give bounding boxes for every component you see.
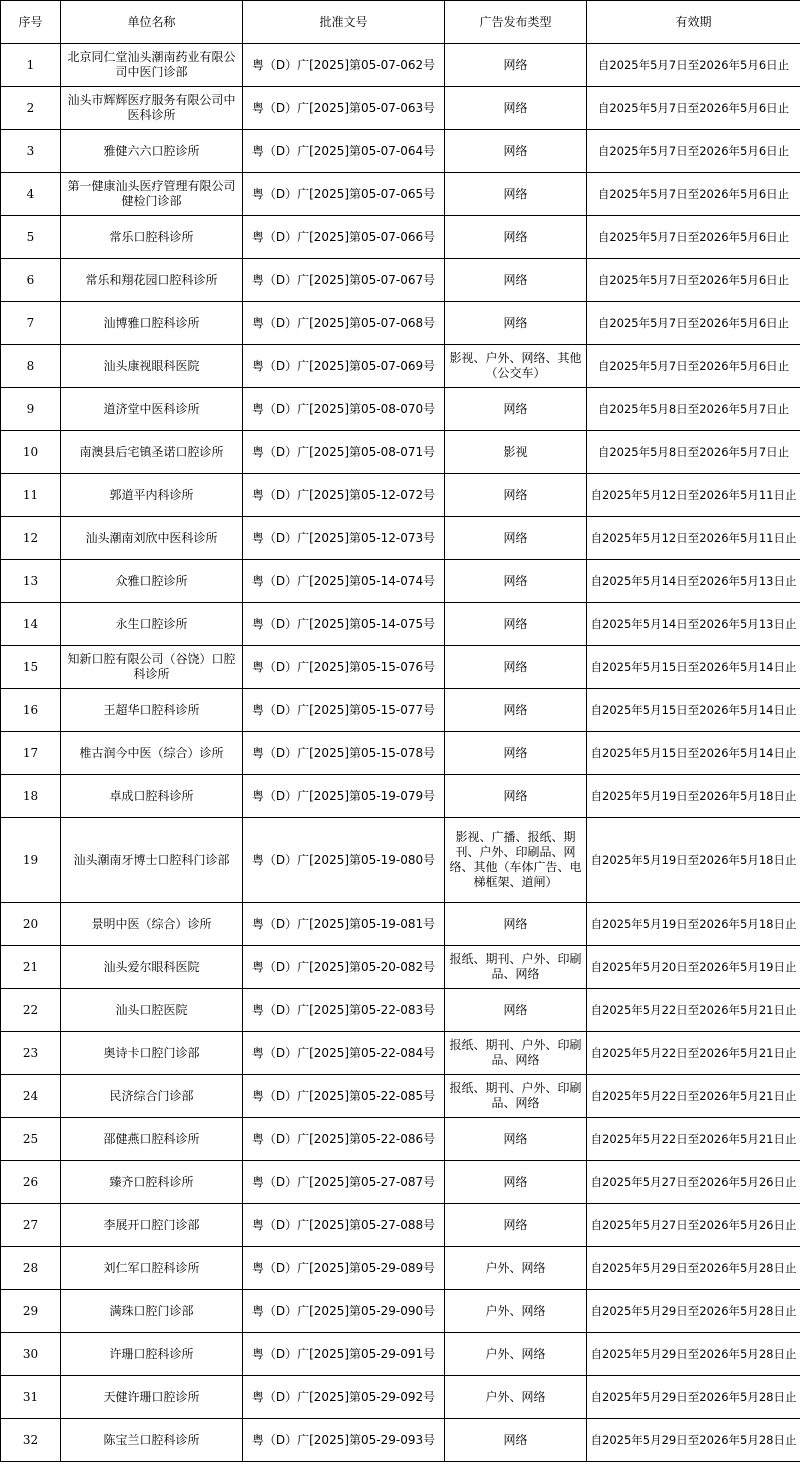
validity-period: 自2025年5月7日至2026年5月6日止: [587, 302, 800, 345]
table-row: [1, 1204, 800, 1247]
ad-type: 网络: [445, 1161, 587, 1204]
unit-name: 汕头口腔医院: [61, 989, 243, 1032]
ad-type: 网络: [445, 216, 587, 259]
approval-number: 粤（D）广[2025]第05-15-078号: [243, 732, 445, 775]
table-row: [1, 259, 800, 302]
validity-period: 自2025年5月22日至2026年5月21日止: [587, 1075, 800, 1118]
validity-period: 自2025年5月7日至2026年5月6日止: [587, 87, 800, 130]
validity-period: 自2025年5月29日至2026年5月28日止: [587, 1333, 800, 1376]
row-index: 22: [1, 989, 61, 1032]
approval-number: 粤（D）广[2025]第05-12-073号: [243, 517, 445, 560]
table-row: [1, 1118, 800, 1161]
approval-number: 粤（D）广[2025]第05-22-084号: [243, 1032, 445, 1075]
validity-period: 自2025年5月27日至2026年5月26日止: [587, 1204, 800, 1247]
row-index: 17: [1, 732, 61, 775]
ad-type: 网络: [445, 1419, 587, 1462]
unit-name: 南澳县后宅镇圣诺口腔诊所: [61, 431, 243, 474]
ad-type: 网络: [445, 732, 587, 775]
table-row: [1, 1247, 800, 1290]
row-index: 12: [1, 517, 61, 560]
table-row: [1, 1161, 800, 1204]
unit-name: 刘仁军口腔科诊所: [61, 1247, 243, 1290]
table-row: [1, 818, 800, 903]
validity-period: 自2025年5月7日至2026年5月6日止: [587, 216, 800, 259]
row-index: 27: [1, 1204, 61, 1247]
validity-period: 自2025年5月22日至2026年5月21日止: [587, 1118, 800, 1161]
validity-period: 自2025年5月19日至2026年5月18日止: [587, 903, 800, 946]
validity-period: 自2025年5月15日至2026年5月14日止: [587, 732, 800, 775]
header-unit-name: 单位名称: [61, 1, 243, 44]
unit-name: 常乐口腔科诊所: [61, 216, 243, 259]
ad-type: 报纸、期刊、户外、印刷品、网络: [445, 1075, 587, 1118]
ad-type: 网络: [445, 474, 587, 517]
validity-period: 自2025年5月7日至2026年5月6日止: [587, 345, 800, 388]
validity-period: 自2025年5月7日至2026年5月6日止: [587, 130, 800, 173]
approval-number: 粤（D）广[2025]第05-07-065号: [243, 173, 445, 216]
validity-period: 自2025年5月7日至2026年5月6日止: [587, 173, 800, 216]
approval-number: 粤（D）广[2025]第05-27-087号: [243, 1161, 445, 1204]
unit-name: 众雅口腔诊所: [61, 560, 243, 603]
approval-number: 粤（D）广[2025]第05-08-071号: [243, 431, 445, 474]
header-validity-period: 有效期: [587, 1, 800, 44]
approval-number: 粤（D）广[2025]第05-22-083号: [243, 989, 445, 1032]
row-index: 28: [1, 1247, 61, 1290]
unit-name: 李展开口腔门诊部: [61, 1204, 243, 1247]
validity-period: 自2025年5月29日至2026年5月28日止: [587, 1376, 800, 1419]
ad-type: 网络: [445, 44, 587, 87]
table-row: [1, 775, 800, 818]
table-row: [1, 302, 800, 345]
ad-type: 网络: [445, 1204, 587, 1247]
approval-number: 粤（D）广[2025]第05-29-093号: [243, 1419, 445, 1462]
row-index: 3: [1, 130, 61, 173]
ad-type: 户外、网络: [445, 1333, 587, 1376]
ad-type: 影视、户外、网络、其他（公交车）: [445, 345, 587, 388]
validity-period: 自2025年5月19日至2026年5月18日止: [587, 818, 800, 903]
ad-type: 户外、网络: [445, 1376, 587, 1419]
approval-number: 粤（D）广[2025]第05-14-074号: [243, 560, 445, 603]
approval-number: 粤（D）广[2025]第05-29-089号: [243, 1247, 445, 1290]
unit-name: 汕头潮南刘欣中医科诊所: [61, 517, 243, 560]
approval-number: 粤（D）广[2025]第05-15-076号: [243, 646, 445, 689]
row-index: 23: [1, 1032, 61, 1075]
approval-number: 粤（D）广[2025]第05-14-075号: [243, 603, 445, 646]
validity-period: 自2025年5月29日至2026年5月28日止: [587, 1247, 800, 1290]
approval-number: 粤（D）广[2025]第05-15-077号: [243, 689, 445, 732]
table-row: [1, 646, 800, 689]
ad-type: 网络: [445, 903, 587, 946]
table-row: [1, 345, 800, 388]
unit-name: 卓成口腔科诊所: [61, 775, 243, 818]
approval-number: 粤（D）广[2025]第05-07-063号: [243, 87, 445, 130]
row-index: 19: [1, 818, 61, 903]
ad-type: 网络: [445, 259, 587, 302]
row-index: 26: [1, 1161, 61, 1204]
approval-number: 粤（D）广[2025]第05-07-066号: [243, 216, 445, 259]
unit-name: 汕博雅口腔科诊所: [61, 302, 243, 345]
approval-number: 粤（D）广[2025]第05-19-081号: [243, 903, 445, 946]
table-row: [1, 603, 800, 646]
unit-name: 汕头潮南牙博士口腔科门诊部: [61, 818, 243, 903]
row-index: 16: [1, 689, 61, 732]
unit-name: 永生口腔诊所: [61, 603, 243, 646]
approval-number: 粤（D）广[2025]第05-22-085号: [243, 1075, 445, 1118]
row-index: 30: [1, 1333, 61, 1376]
approval-number: 粤（D）广[2025]第05-22-086号: [243, 1118, 445, 1161]
approval-number: 粤（D）广[2025]第05-08-070号: [243, 388, 445, 431]
ad-type: 户外、网络: [445, 1247, 587, 1290]
table-row: [1, 946, 800, 989]
row-index: 25: [1, 1118, 61, 1161]
approval-number: 粤（D）广[2025]第05-07-064号: [243, 130, 445, 173]
unit-name: 知新口腔有限公司（谷饶）口腔科诊所: [61, 646, 243, 689]
validity-period: 自2025年5月22日至2026年5月21日止: [587, 989, 800, 1032]
table-row: [1, 431, 800, 474]
ad-type: 网络: [445, 173, 587, 216]
approval-number: 粤（D）广[2025]第05-07-067号: [243, 259, 445, 302]
validity-period: 自2025年5月29日至2026年5月28日止: [587, 1290, 800, 1333]
approval-number: 粤（D）广[2025]第05-29-090号: [243, 1290, 445, 1333]
approval-number: 粤（D）广[2025]第05-27-088号: [243, 1204, 445, 1247]
row-index: 14: [1, 603, 61, 646]
table-row: [1, 388, 800, 431]
approval-number: 粤（D）广[2025]第05-19-080号: [243, 818, 445, 903]
row-index: 7: [1, 302, 61, 345]
table-row: [1, 1333, 800, 1376]
header-approval-number: 批准文号: [243, 1, 445, 44]
unit-name: 北京同仁堂汕头潮南药业有限公司中医门诊部: [61, 44, 243, 87]
ad-type: 网络: [445, 989, 587, 1032]
approval-number: 粤（D）广[2025]第05-07-068号: [243, 302, 445, 345]
unit-name: 民济综合门诊部: [61, 1075, 243, 1118]
validity-period: 自2025年5月14日至2026年5月13日止: [587, 603, 800, 646]
row-index: 9: [1, 388, 61, 431]
ad-type: 报纸、期刊、户外、印刷品、网络: [445, 1032, 587, 1075]
unit-name: 陈宝兰口腔科诊所: [61, 1419, 243, 1462]
unit-name: 臻齐口腔科诊所: [61, 1161, 243, 1204]
ad-type: 网络: [445, 388, 587, 431]
validity-period: 自2025年5月14日至2026年5月13日止: [587, 560, 800, 603]
row-index: 15: [1, 646, 61, 689]
table-row: [1, 1290, 800, 1333]
validity-period: 自2025年5月29日至2026年5月28日止: [587, 1419, 800, 1462]
row-index: 5: [1, 216, 61, 259]
row-index: 13: [1, 560, 61, 603]
row-index: 2: [1, 87, 61, 130]
ad-type: 报纸、期刊、户外、印刷品、网络: [445, 946, 587, 989]
table-row: [1, 560, 800, 603]
unit-name: 汕头市辉辉医疗服务有限公司中医科诊所: [61, 87, 243, 130]
validity-period: 自2025年5月7日至2026年5月6日止: [587, 44, 800, 87]
table-row: [1, 130, 800, 173]
ad-type: 户外、网络: [445, 1290, 587, 1333]
row-index: 6: [1, 259, 61, 302]
table-row: [1, 44, 800, 87]
row-index: 29: [1, 1290, 61, 1333]
validity-period: 自2025年5月12日至2026年5月11日止: [587, 474, 800, 517]
ad-type: 网络: [445, 775, 587, 818]
unit-name: 天健许珊口腔诊所: [61, 1376, 243, 1419]
table-row: [1, 1419, 800, 1462]
row-index: 32: [1, 1419, 61, 1462]
unit-name: 奥诗卡口腔门诊部: [61, 1032, 243, 1075]
row-index: 10: [1, 431, 61, 474]
unit-name: 许珊口腔科诊所: [61, 1333, 243, 1376]
table-row: [1, 1032, 800, 1075]
unit-name: 满珠口腔门诊部: [61, 1290, 243, 1333]
ad-type: 网络: [445, 603, 587, 646]
row-index: 24: [1, 1075, 61, 1118]
ad-type: 网络: [445, 689, 587, 732]
unit-name: 汕头康视眼科医院: [61, 345, 243, 388]
header-index: 序号: [1, 1, 61, 44]
row-index: 11: [1, 474, 61, 517]
approval-number: 粤（D）广[2025]第05-19-079号: [243, 775, 445, 818]
validity-period: 自2025年5月12日至2026年5月11日止: [587, 517, 800, 560]
approval-number: 粤（D）广[2025]第05-29-092号: [243, 1376, 445, 1419]
row-index: 1: [1, 44, 61, 87]
row-index: 18: [1, 775, 61, 818]
table-row: [1, 173, 800, 216]
unit-name: 郭道平内科诊所: [61, 474, 243, 517]
row-index: 31: [1, 1376, 61, 1419]
table-row: [1, 732, 800, 775]
ad-type: 影视、广播、报纸、期刊、户外、印刷品、网络、其他（车体广告、电梯框架、道闸）: [445, 818, 587, 903]
validity-period: 自2025年5月20日至2026年5月19日止: [587, 946, 800, 989]
table-row: [1, 474, 800, 517]
validity-period: 自2025年5月27日至2026年5月26日止: [587, 1161, 800, 1204]
table-row: [1, 1075, 800, 1118]
approval-number: 粤（D）广[2025]第05-07-062号: [243, 44, 445, 87]
row-index: 4: [1, 173, 61, 216]
table-row: [1, 517, 800, 560]
validity-period: 自2025年5月8日至2026年5月7日止: [587, 431, 800, 474]
table-row: [1, 689, 800, 732]
approval-number: 粤（D）广[2025]第05-20-082号: [243, 946, 445, 989]
unit-name: 常乐和翔花园口腔科诊所: [61, 259, 243, 302]
approval-number: 粤（D）广[2025]第05-07-069号: [243, 345, 445, 388]
table-row: [1, 989, 800, 1032]
unit-name: 汕头爱尔眼科医院: [61, 946, 243, 989]
ad-type: 网络: [445, 302, 587, 345]
table-row: [1, 87, 800, 130]
row-index: 8: [1, 345, 61, 388]
ad-type: 网络: [445, 560, 587, 603]
validity-period: 自2025年5月7日至2026年5月6日止: [587, 259, 800, 302]
ad-type: 网络: [445, 517, 587, 560]
table-row: [1, 903, 800, 946]
unit-name: 道济堂中医科诊所: [61, 388, 243, 431]
table-row: [1, 1376, 800, 1419]
unit-name: 邵健燕口腔科诊所: [61, 1118, 243, 1161]
table-row: [1, 216, 800, 259]
unit-name: 第一健康汕头医疗管理有限公司健检门诊部: [61, 173, 243, 216]
validity-period: 自2025年5月8日至2026年5月7日止: [587, 388, 800, 431]
approval-number: 粤（D）广[2025]第05-29-091号: [243, 1333, 445, 1376]
approval-number: 粤（D）广[2025]第05-12-072号: [243, 474, 445, 517]
unit-name: 景明中医（综合）诊所: [61, 903, 243, 946]
header-row: [1, 1, 800, 44]
validity-period: 自2025年5月15日至2026年5月14日止: [587, 689, 800, 732]
row-index: 20: [1, 903, 61, 946]
unit-name: 王超华口腔科诊所: [61, 689, 243, 732]
header-ad-type: 广告发布类型: [445, 1, 587, 44]
unit-name: 椎古润今中医（综合）诊所: [61, 732, 243, 775]
unit-name: 雅健六六口腔诊所: [61, 130, 243, 173]
validity-period: 自2025年5月19日至2026年5月18日止: [587, 775, 800, 818]
ad-type: 网络: [445, 130, 587, 173]
row-index: 21: [1, 946, 61, 989]
validity-period: 自2025年5月22日至2026年5月21日止: [587, 1032, 800, 1075]
ad-type: 网络: [445, 646, 587, 689]
ad-type: 网络: [445, 1118, 587, 1161]
validity-period: 自2025年5月15日至2026年5月14日止: [587, 646, 800, 689]
ad-type: 影视: [445, 431, 587, 474]
ad-type: 网络: [445, 87, 587, 130]
